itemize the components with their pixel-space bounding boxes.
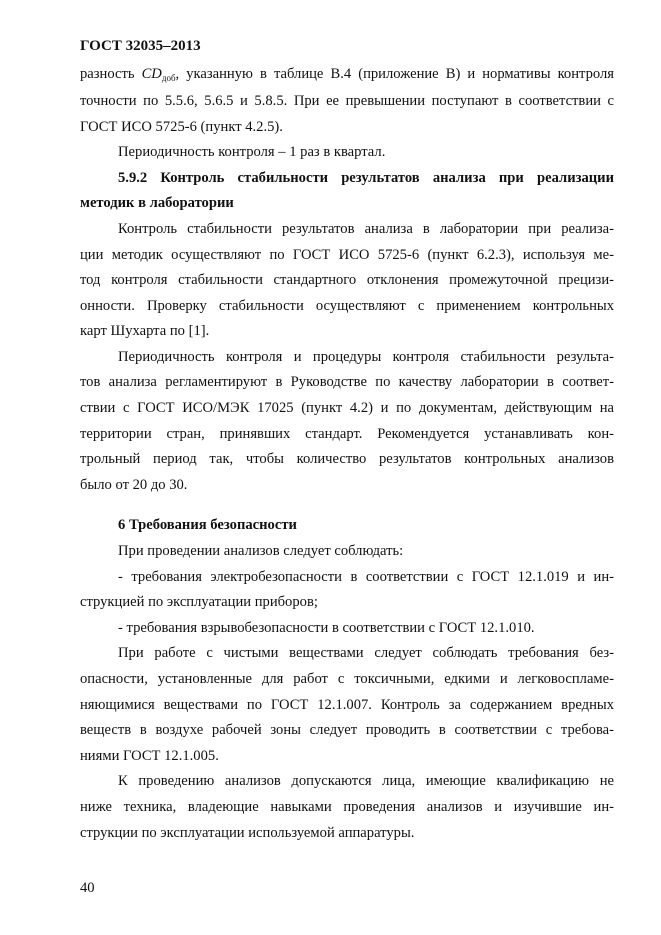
page-number: 40: [80, 880, 95, 896]
text-line: точности по 5.5.6, 5.6.5 и 5.8.5. При ее превышении поступают в соответствии с: [80, 93, 614, 109]
text-line: При работе с чистыми веществами следует соблюдать требования без-: [118, 645, 614, 661]
text-line: ниже техника, владеющие навыками проведения анализов и изучившие ин-: [80, 799, 614, 815]
text-line: опасности, установленные для работ с токсичными, едкими и легковоспламе-: [80, 671, 614, 687]
text-line: ствии с ГОСТ ИСО/МЭК 17025 (пункт 4.2) и по документам, действующим на: [80, 400, 614, 416]
text-line: Периодичность контроля и процедуры контроля стабильности результа-: [118, 349, 614, 365]
text-line: струкцией по эксплуатации приборов;: [80, 594, 318, 610]
cd-symbol: CD: [141, 66, 162, 82]
text-line: ниями ГОСТ 12.1.005.: [80, 748, 219, 764]
text-line: няющимися веществами по ГОСТ 12.1.007. Контроль за содержанием вредных: [80, 697, 614, 713]
text-line: ции методик осуществляют по ГОСТ ИСО 5725-6 (пункт 6.2.3), используя ме-: [80, 247, 614, 263]
text-line: веществ в воздухе рабочей зоны следует проводить в соответствии с требова-: [80, 722, 614, 738]
text-line: территории стран, принявших стандарт. Рекомендуется устанавливать кон-: [80, 426, 614, 442]
text-line: было от 20 до 30.: [80, 477, 188, 493]
text-line: К проведению анализов допускаются лица, имеющие квалификацию не: [118, 773, 614, 789]
text-line: При проведении анализов следует соблюдать:: [118, 543, 404, 559]
text-line: ГОСТ ИСО 5725-6 (пункт 4.2.5).: [80, 119, 283, 135]
text-line: струкции по эксплуатации используемой аппаратуры.: [80, 825, 415, 841]
text-line: трольный период так, чтобы количество результатов контрольных анализов: [80, 451, 614, 467]
text-line: разность $CD_{доб}$, указанную в таблице В.4 (приложение В) и нормативы контроля: [80, 66, 614, 83]
text-line: онности. Проверку стабильности осуществляют с применением контрольных: [80, 298, 614, 314]
list-item: - требования электробезопасности в соответствии с ГОСТ 12.1.019 и ин-: [118, 569, 614, 585]
text-line: Контроль стабильности результатов анализа в лаборатории при реализа-: [118, 221, 614, 237]
text-line: тов анализа регламентируют в Руководстве по качеству лаборатории в соответ-: [80, 374, 614, 390]
text-line: Периодичность контроля – 1 раз в квартал.: [118, 144, 386, 160]
section-heading: методик в лаборатории: [80, 195, 234, 211]
list-item: - требования взрывобезопасности в соответствии с ГОСТ 12.1.010.: [118, 620, 535, 636]
cd-subscript: доб: [161, 73, 176, 83]
section-heading: 5.9.2 Контроль стабильности результатов анализа при реализации: [118, 170, 614, 186]
text-line: тод контроля стабильности стандартного отклонения промежуточной прецизи-: [80, 272, 614, 288]
document-header: ГОСТ 32035–2013: [80, 38, 201, 54]
text-line: карт Шухарта по [1].: [80, 323, 210, 339]
section-heading: 6 Требования безопасности: [118, 517, 297, 533]
